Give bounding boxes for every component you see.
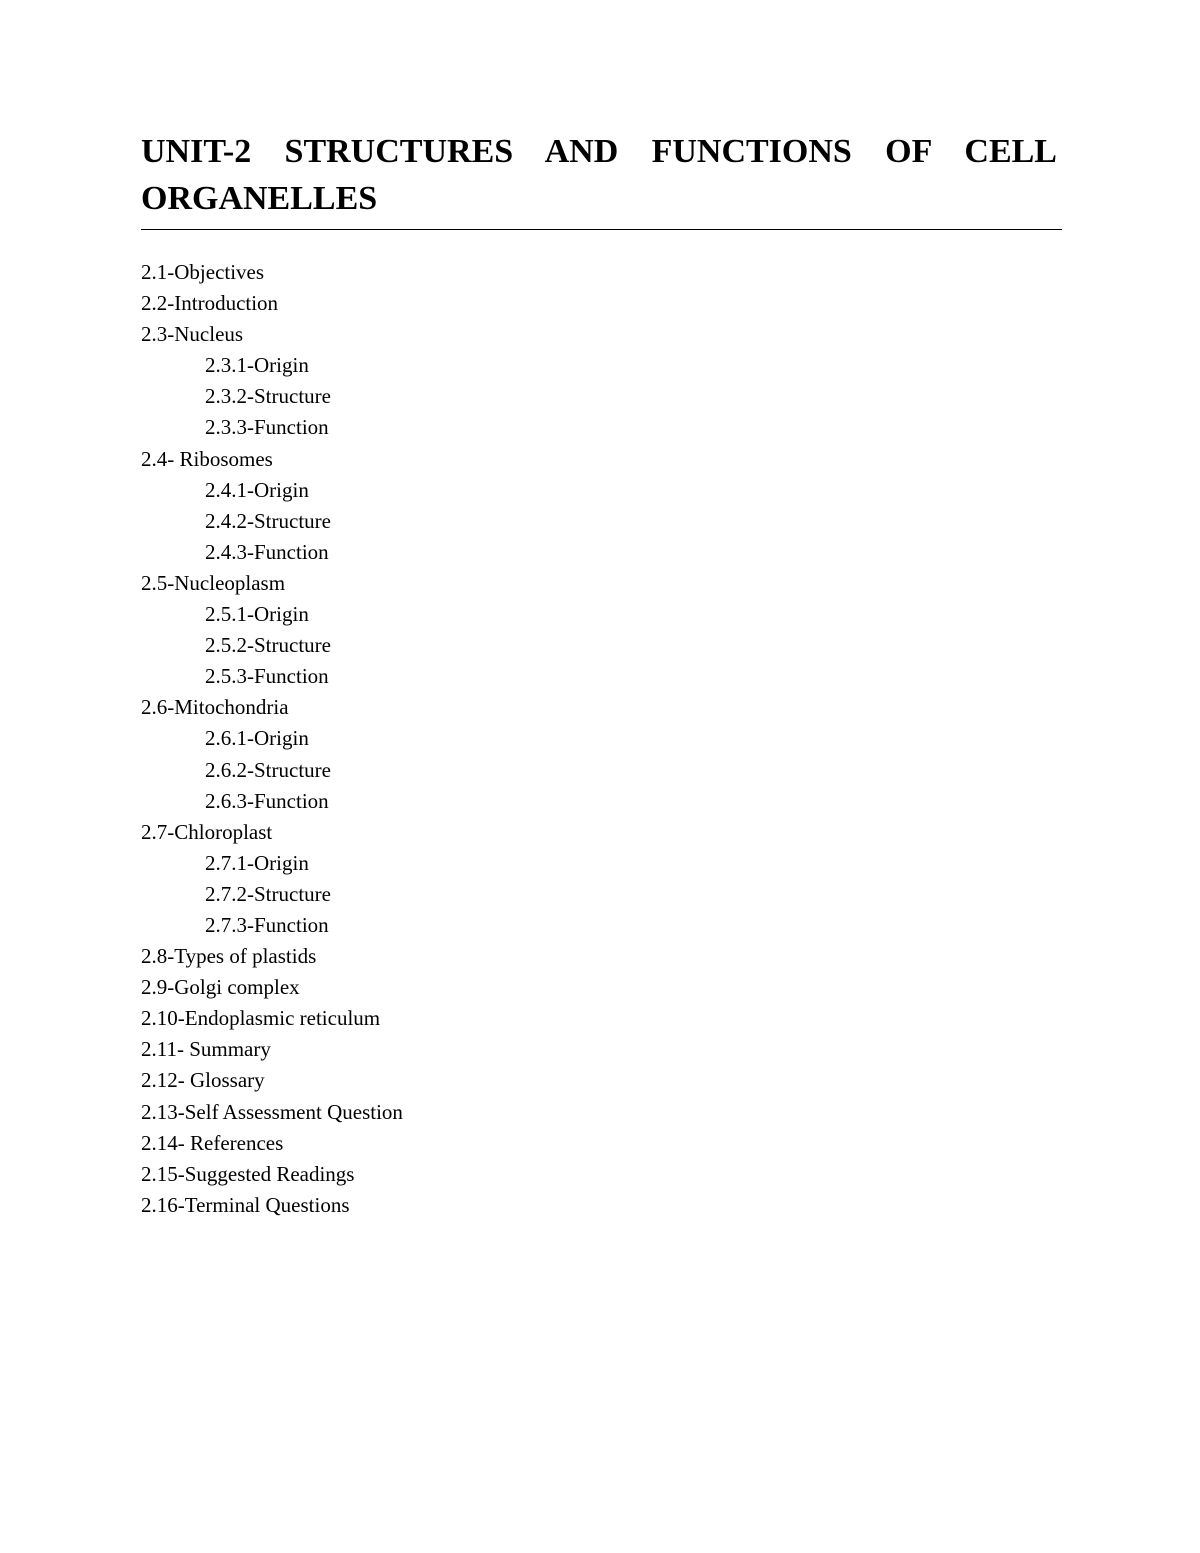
- toc-section-item: 2.12- Glossary: [141, 1068, 265, 1093]
- toc-subsection-item: 2.6.2-Structure: [205, 757, 331, 782]
- toc-subsection-item: 2.7.2-Structure: [205, 881, 331, 906]
- toc-subsection-item: 2.6.1-Origin: [205, 726, 309, 751]
- toc-subsection-item: 2.5.3-Function: [205, 664, 329, 689]
- toc-section-item: 2.14- References: [141, 1130, 284, 1155]
- toc-subsection-item: 2.3.1-Origin: [205, 353, 309, 378]
- toc-section-item: 2.9-Golgi complex: [141, 975, 300, 1000]
- toc-section-item: 2.5-Nucleoplasm: [141, 570, 286, 595]
- title-divider: [141, 229, 1062, 230]
- toc-subsection-item: 2.5.2-Structure: [205, 633, 331, 658]
- toc-section-item: 2.10-Endoplasmic reticulum: [141, 1006, 381, 1031]
- toc-section-item: 2.11- Summary: [141, 1037, 271, 1062]
- toc-section-item: 2.3-Nucleus: [141, 322, 244, 347]
- toc-subsection-item: 2.7.3-Function: [205, 912, 329, 937]
- toc-section-item: 2.1-Objectives: [141, 260, 265, 284]
- toc-section-item: 2.4- Ribosomes: [141, 446, 273, 471]
- toc-subsection-item: 2.7.1-Origin: [205, 850, 309, 875]
- toc-subsection-item: 2.6.3-Function: [205, 788, 329, 813]
- document-page: [141, 128, 1062, 1221]
- unit-title: UNIT-2 STRUCTURES AND FUNCTIONS OF CELL ORGANELLES: [141, 133, 1057, 217]
- toc-subsection-item: 2.4.1-Origin: [205, 477, 309, 502]
- toc-section-item: 2.16-Terminal Questions: [141, 1192, 350, 1217]
- toc-subsection-item: 2.3.2-Structure: [205, 384, 331, 409]
- toc-section-item: 2.15-Suggested Readings: [141, 1161, 355, 1186]
- toc-section-item: 2.13-Self Assessment Question: [141, 1099, 403, 1124]
- toc-subsection-item: 2.5.1-Origin: [205, 602, 309, 627]
- toc-subsection-item: 2.4.3-Function: [205, 539, 329, 564]
- toc-subsection-item: 2.4.2-Structure: [205, 508, 331, 533]
- table-of-contents: [141, 257, 1062, 1221]
- toc-section-item: 2.8-Types of plastids: [141, 944, 317, 969]
- toc-section-item: 2.7-Chloroplast: [141, 819, 273, 844]
- toc-subsection-item: 2.3.3-Function: [205, 415, 329, 440]
- toc-section-item: 2.2-Introduction: [141, 291, 279, 316]
- toc-section-item: 2.6-Mitochondria: [141, 695, 289, 720]
